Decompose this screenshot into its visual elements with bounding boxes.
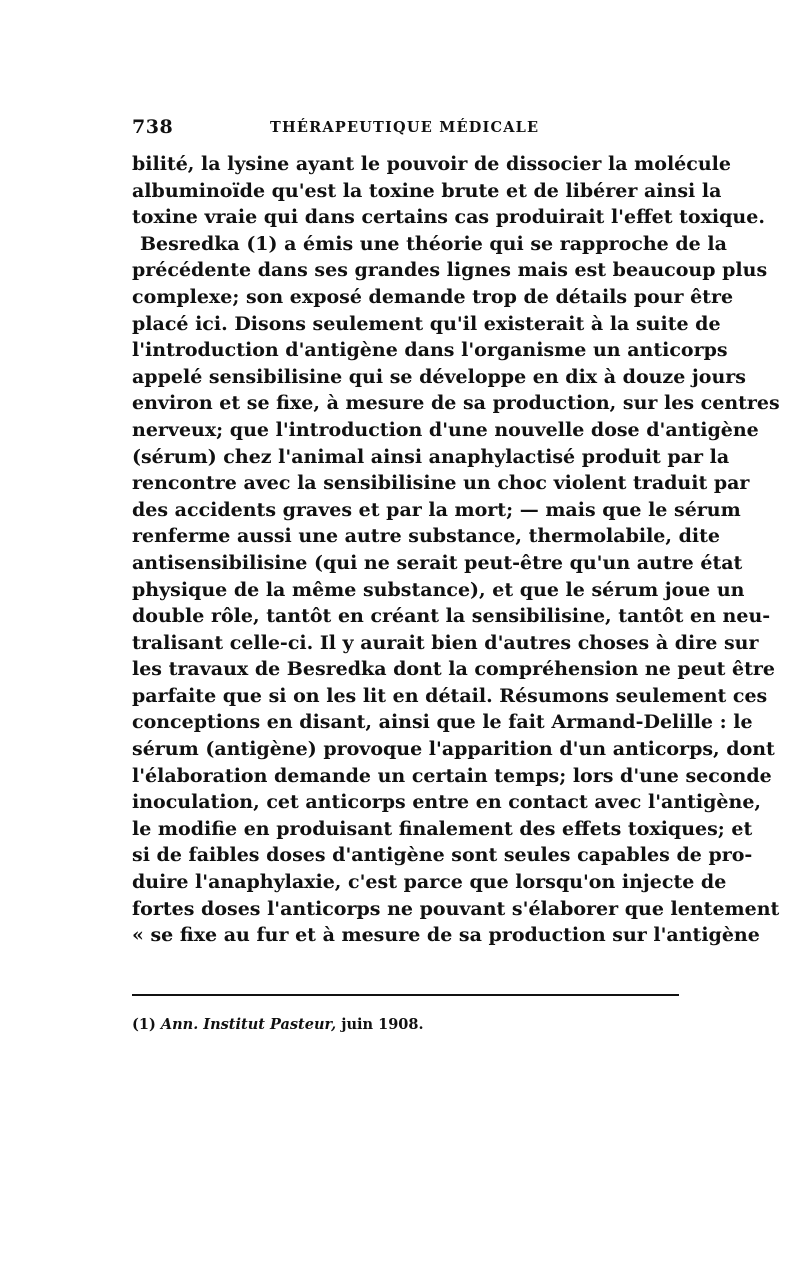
text-line: renferme aussi une autre substance, thermolabile, dite — [132, 525, 720, 548]
text-line: l'introduction d'antigène dans l'organisme un anticorps — [132, 339, 728, 362]
text-line: les travaux de Besredka dont la compréhension ne peut être — [132, 658, 775, 681]
text-line: complexe; son exposé demande trop de détails pour être — [132, 285, 734, 308]
footnote-journal: Ann. Institut Pasteur, — [160, 1016, 337, 1033]
footnote — [132, 1016, 424, 1033]
text-line: placé ici. Disons seulement qu'il existerait à la suite de — [132, 312, 721, 335]
footnote-marker: (1) — [132, 1016, 156, 1033]
text-line: duire l'anaphylaxie, c'est parce que lorsqu'on injecte de — [132, 871, 727, 894]
text-line: rencontre avec la sensibilisine un choc violent traduit par — [132, 472, 750, 495]
text-line: fortes doses l'anticorps ne pouvant s'élaborer que lentement — [132, 897, 780, 920]
text-line: l'élaboration demande un certain temps; lors d'une seconde — [132, 764, 772, 787]
footnote-date: juin 1908. — [341, 1016, 424, 1033]
text-line: des accidents graves et par la mort; — mais que le sérum — [132, 498, 741, 521]
text-line: sérum (antigène) provoque l'apparition d'un anticorps, dont — [132, 738, 775, 761]
running-title: THÉRAPEUTIQUE MÉDICALE — [270, 119, 540, 136]
text-line: antisensibilisine (qui ne serait peut-être qu'un autre état — [132, 551, 743, 574]
text-line: toxine vraie qui dans certains cas produirait l'effet toxique. — [132, 206, 765, 229]
text-line: albuminoïde qu'est la toxine brute et de libérer ainsi la — [132, 179, 722, 202]
text-line: précédente dans ses grandes lignes mais est beaucoup plus — [132, 259, 768, 282]
text-line: inoculation, cet anticorps entre en contact avec l'antigène, — [132, 791, 762, 814]
text-line: le modifie en produisant finalement des effets toxiques; et — [132, 817, 753, 840]
text-line: conceptions en disant, ainsi que le fait Armand-Delille : le — [132, 711, 753, 734]
footnote-divider — [132, 994, 679, 996]
text-line: appelé sensibilisine qui se développe en dix à douze jours — [132, 365, 746, 388]
text-line: double rôle, tantôt en créant la sensibilisine, tantôt en neu- — [132, 605, 771, 628]
page-header — [132, 116, 677, 140]
text-line: tralisant celle-ci. Il y aurait bien d'autres choses à dire sur — [132, 631, 759, 654]
text-line: « se fixe au fur et à mesure de sa production sur l'antigène — [132, 924, 760, 947]
text-line: (sérum) chez l'animal ainsi anaphylactisé produit par la — [132, 445, 730, 468]
page-number: 738 — [132, 116, 174, 138]
text-line: si de faibles doses d'antigène sont seules capables de pro- — [132, 844, 753, 867]
text-line: bilité, la lysine ayant le pouvoir de dissocier la molécule — [132, 153, 731, 175]
text-line: parfaite que si on les lit en détail. Résumons seulement ces — [132, 684, 768, 707]
body-text — [132, 151, 780, 949]
text-line: nerveux; que l'introduction d'une nouvelle dose d'antigène — [132, 418, 759, 441]
text-line: physique de la même substance), et que le sérum joue un — [132, 578, 745, 601]
text-line: environ et se fixe, à mesure de sa production, sur les centres — [132, 392, 780, 415]
paragraph-start-line: Besredka (1) a émis une théorie qui se rapproche de la — [140, 232, 727, 255]
